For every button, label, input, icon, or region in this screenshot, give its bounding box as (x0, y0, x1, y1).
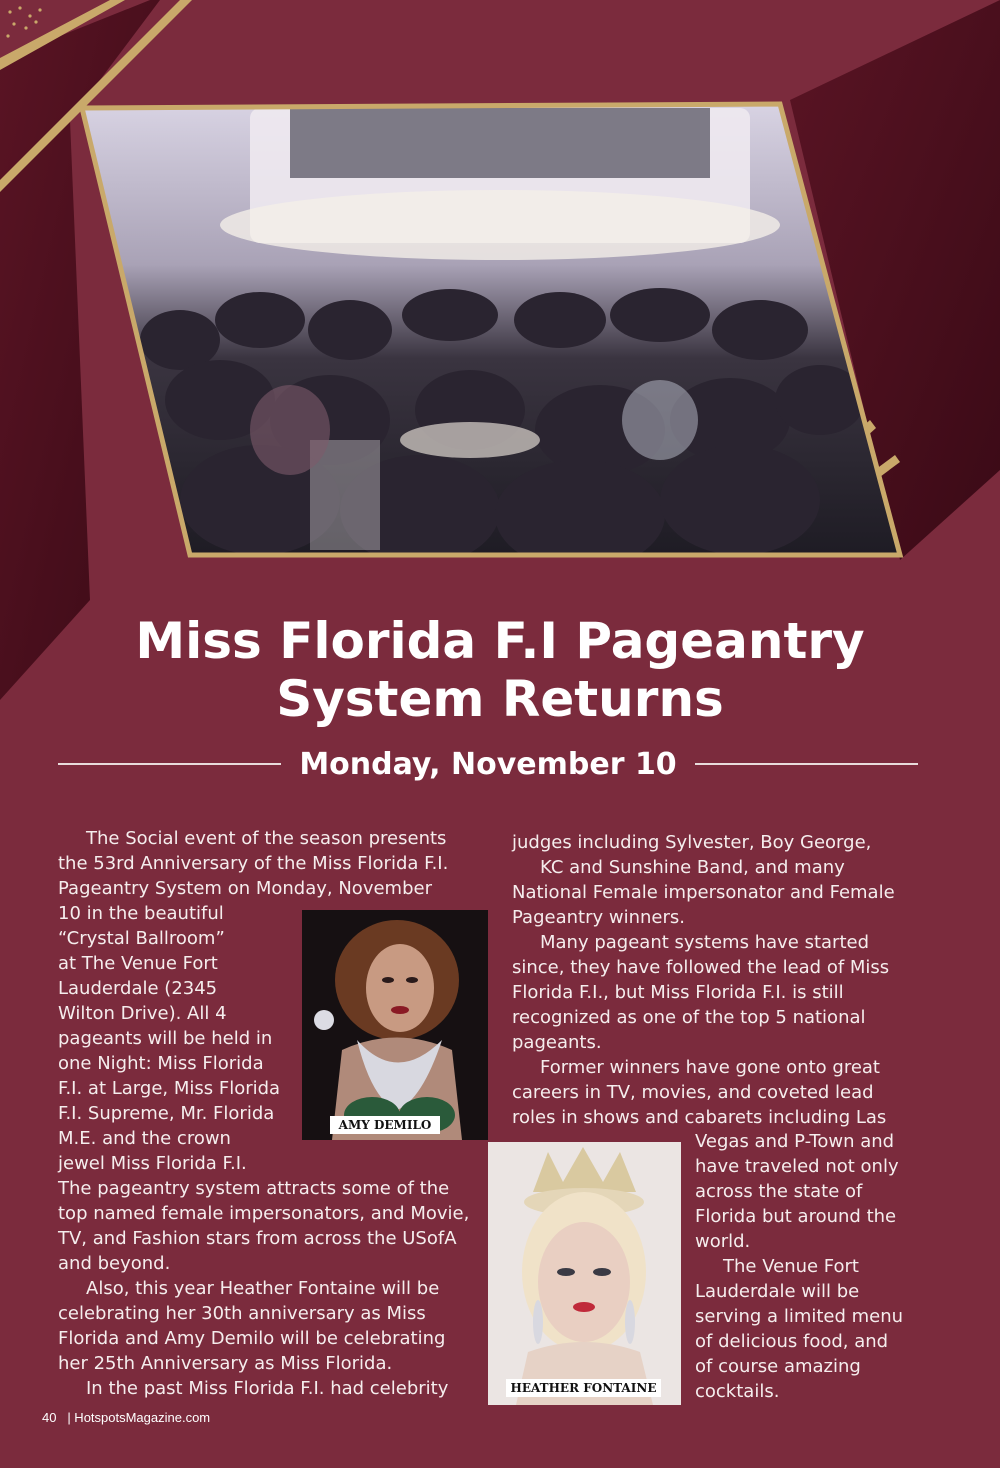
wrap-line: pageants will be held in (58, 1028, 273, 1049)
article-title (40, 612, 960, 728)
wrap-line: The Venue Fort (723, 1256, 859, 1277)
wrap-line: 10 in the beautiful (58, 903, 224, 924)
amy-demilo-caption: AMY DEMILO (330, 1116, 440, 1134)
page-footer (42, 1410, 210, 1425)
wrap-line: of course amazing (695, 1356, 861, 1377)
wrap-line: F.I. at Large, Miss Florida (58, 1078, 281, 1099)
right-paragraph-3: Many pageant systems have started since, they have followed the lead of Miss Florida F.I., but Miss Florida F.I. is still recognized as one of the top 5 national pageants. (512, 932, 890, 1053)
wrap-line: “Crystal Ballroom” (58, 928, 225, 949)
amy-demilo-portrait (302, 910, 488, 1140)
right-paragraph-4: Former winners have gone onto great careers in TV, movies, and coveted lead roles in shows and cabarets including Las (512, 1057, 887, 1128)
title-line-1: Miss Florida F.I Pageantry (135, 612, 865, 670)
wrap-line: of delicious food, and (695, 1331, 889, 1352)
left-paragraph-3: Also, this year Heather Fontaine will be celebrating her 30th anniversary as Miss Florida and Amy Demilo will be celebrating her 25th Anniversary as Miss Florida. (58, 1278, 446, 1374)
right-paragraph-1: judges including Sylvester, Boy George, (512, 832, 872, 853)
amy-demilo-photo (302, 910, 488, 1140)
wrap-line: jewel Miss Florida F.I. (58, 1153, 247, 1174)
heather-fontaine-caption: HEATHER FONTAINE (506, 1379, 661, 1397)
wrap-line: Lauderdale will be (695, 1281, 860, 1302)
left-column-top (58, 826, 468, 901)
heather-fontaine-photo (488, 1142, 681, 1405)
wrap-line: Wilton Drive). All 4 (58, 1003, 227, 1024)
date-rule-left (58, 763, 281, 765)
wrap-line: Florida but around the (695, 1206, 897, 1227)
wrap-line: have traveled not only (695, 1156, 899, 1177)
wrap-line: Lauderdale (2345 (58, 978, 218, 999)
wrap-line: M.E. and the crown (58, 1128, 231, 1149)
title-line-2: System Returns (276, 670, 724, 728)
date-line (58, 742, 918, 786)
wrap-line: at The Venue Fort (58, 953, 218, 974)
wrap-line: F.I. Supreme, Mr. Florida (58, 1103, 275, 1124)
wrap-line: one Night: Miss Florida (58, 1053, 264, 1074)
event-date: Monday, November 10 (299, 746, 677, 782)
date-rule-right (695, 763, 918, 765)
wrap-line: serving a limited menu (695, 1306, 904, 1327)
right-paragraph-2: KC and Sunshine Band, and many National Female impersonator and Female Pageantry winners. (512, 857, 895, 928)
wrap-line: Vegas and P-Town and (695, 1131, 895, 1152)
left-paragraph-4: In the past Miss Florida F.I. had celebrity (86, 1378, 449, 1399)
wrap-line: world. (695, 1231, 751, 1252)
left-column-bottom (58, 1176, 478, 1401)
left-paragraph-1: The Social event of the season presents the 53rd Anniversary of the Miss Florida F.I. Pageantry System on Monday, November (58, 828, 449, 899)
footer-site: | HotspotsMagazine.com (67, 1410, 211, 1425)
heather-fontaine-portrait (488, 1142, 681, 1405)
left-column-wrap (58, 901, 298, 1176)
page-number: 40 (42, 1410, 57, 1425)
left-paragraph-2: The pageantry system attracts some of the top named female impersonators, and Movie, TV, and Fashion stars from across the USofA and beyond. (58, 1178, 470, 1274)
right-column-wrap (695, 1129, 915, 1404)
wrap-line: cocktails. (695, 1381, 780, 1402)
right-column-top (512, 830, 912, 1130)
wrap-line: across the state of (695, 1181, 863, 1202)
